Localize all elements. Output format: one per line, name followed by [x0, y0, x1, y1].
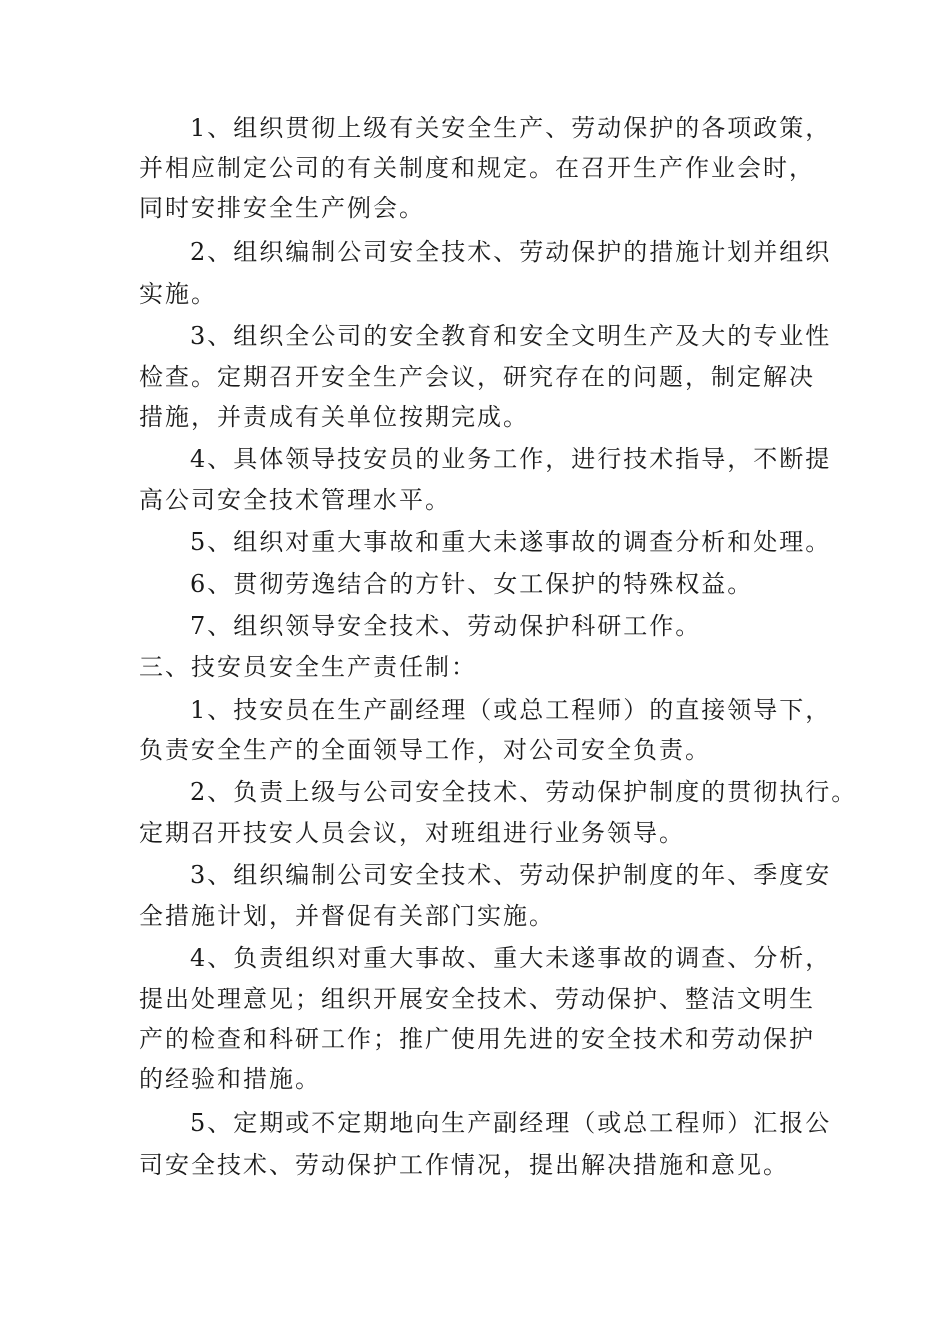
text-line: 5、组织对重大事故和重大未遂事故的调查分析和处理。 [190, 528, 832, 556]
text-line: 产的检查和科研工作；推广使用先进的安全技术和劳动保护 [139, 1025, 815, 1053]
text-line: 司安全技术、劳动保护工作情况，提出解决措施和意见。 [139, 1151, 789, 1179]
text-line: 并相应制定公司的有关制度和规定。在召开生产作业会时， [139, 154, 815, 182]
text-line: 实施。 [139, 280, 217, 308]
text-line: 的经验和措施。 [139, 1065, 321, 1093]
section-heading: 三、技安员安全生产责任制： [139, 653, 477, 681]
text-line: 2、组织编制公司安全技术、劳动保护的措施计划并组织 [190, 238, 832, 266]
text-line: 4、具体领导技安员的业务工作，进行技术指导，不断提 [190, 445, 832, 473]
text-line: 高公司安全技术管理水平。 [139, 486, 451, 514]
text-line: 6、贯彻劳逸结合的方针、女工保护的特殊权益。 [190, 570, 754, 598]
text-line: 5、定期或不定期地向生产副经理（或总工程师）汇报公 [190, 1109, 832, 1137]
text-line: 全措施计划，并督促有关部门实施。 [139, 902, 555, 930]
text-line: 2、负责上级与公司安全技术、劳动保护制度的贯彻执行。 [190, 778, 858, 806]
text-line: 1、技安员在生产副经理（或总工程师）的直接领导下， [190, 696, 832, 724]
text-line: 提出处理意见；组织开展安全技术、劳动保护、整洁文明生 [139, 985, 815, 1013]
text-line: 检查。定期召开安全生产会议，研究存在的问题，制定解决 [139, 363, 815, 391]
text-line: 定期召开技安人员会议，对班组进行业务领导。 [139, 819, 685, 847]
text-line: 措施，并责成有关单位按期完成。 [139, 403, 529, 431]
text-line: 1、组织贯彻上级有关安全生产、劳动保护的各项政策， [190, 114, 832, 142]
text-line: 3、组织全公司的安全教育和安全文明生产及大的专业性 [190, 322, 832, 350]
text-line: 3、组织编制公司安全技术、劳动保护制度的年、季度安 [190, 861, 832, 889]
text-line: 负责安全生产的全面领导工作，对公司安全负责。 [139, 736, 711, 764]
text-line: 4、负责组织对重大事故、重大未遂事故的调查、分析， [190, 944, 832, 972]
text-line: 同时安排安全生产例会。 [139, 194, 425, 222]
text-line: 7、组织领导安全技术、劳动保护科研工作。 [190, 612, 702, 640]
